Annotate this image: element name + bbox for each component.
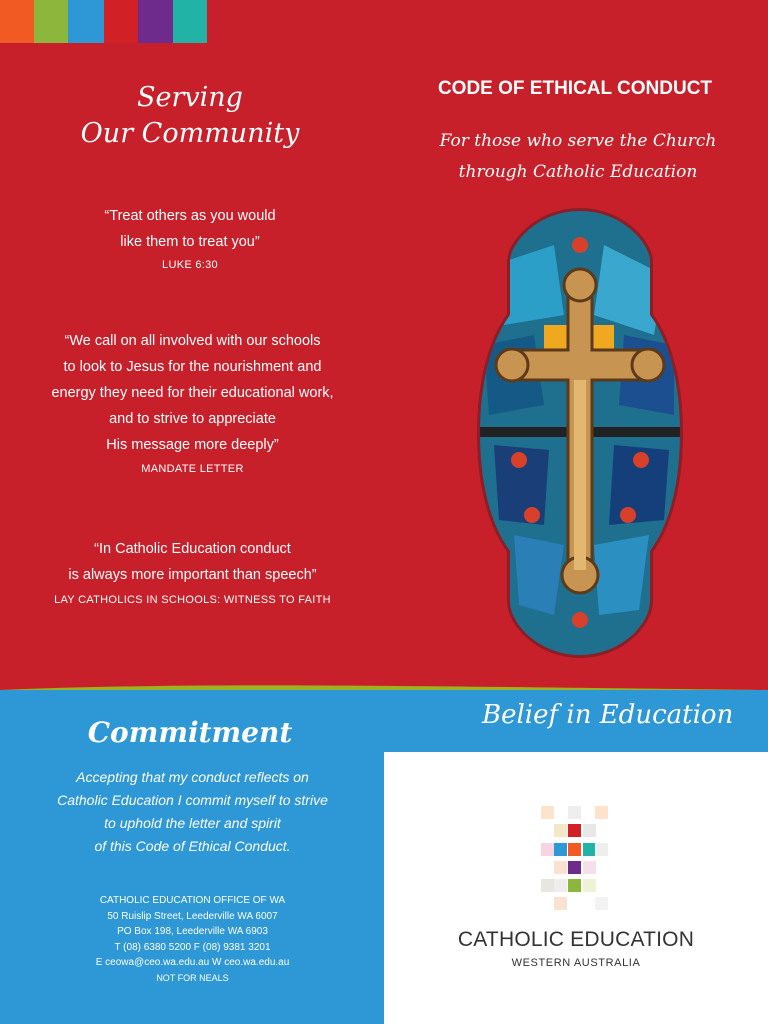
quote-luke	[20, 203, 360, 271]
quote-mandate-line1: “We call on all involved with our schools	[64, 333, 321, 349]
serving-heading	[40, 80, 340, 152]
commitment-text	[20, 766, 365, 858]
quote-mandate-line3: energy they need for their educational work,	[51, 385, 334, 401]
quote-mandate	[20, 328, 365, 475]
commitment-heading: Commitment	[87, 716, 293, 749]
address-line6: NOT FOR NEALS	[156, 972, 229, 983]
document-subtitle	[400, 126, 756, 188]
address-line1: CATHOLIC EDUCATION OFFICE OF WA	[99, 895, 286, 906]
commitment-line4: of this Code of Ethical Conduct.	[94, 838, 291, 854]
logo-name: CATHOLIC EDUCATION	[457, 928, 695, 951]
swatch-orange	[0, 0, 34, 43]
quote-mandate-line2: to look to Jesus for the nourishment and	[63, 359, 322, 375]
cross-mosaic-logo-icon	[539, 806, 611, 912]
quote-lay	[20, 536, 365, 606]
document-subtitle-line2: through Catholic Education	[458, 162, 698, 182]
swatch-teal	[173, 0, 207, 43]
swatch-blue	[68, 0, 104, 43]
address-line2: 50 Ruislip Street, Leederville WA 6007	[107, 910, 278, 922]
address-line4: T (08) 6380 5200 F (08) 9381 3201	[114, 941, 271, 953]
quote-mandate-line4: and to strive to appreciate	[109, 411, 276, 427]
address-line5: E ceowa@ceo.wa.edu.au W ceo.wa.edu.au	[95, 957, 290, 968]
quote-luke-source: LUKE 6:30	[162, 259, 218, 271]
document-subtitle-line1: For those who serve the Church	[439, 131, 717, 151]
quote-lay-line1: “In Catholic Education conduct	[94, 541, 291, 557]
serving-heading-line2: Our Community	[80, 118, 300, 149]
office-address	[20, 893, 365, 986]
swatch-purple	[138, 0, 173, 43]
logo-subtitle: WESTERN AUSTRALIA	[511, 957, 641, 969]
commitment-line3: to uphold the letter and spirit	[104, 815, 281, 831]
quote-lay-source: LAY CATHOLICS IN SCHOOLS: WITNESS TO FAITH	[54, 594, 331, 606]
quote-mandate-line5: His message more deeply”	[106, 437, 279, 453]
address-line3: PO Box 198, Leederville WA 6903	[117, 926, 268, 937]
quote-lay-line2: is always more important than speech”	[68, 567, 317, 583]
swatch-red	[104, 0, 138, 43]
commitment-line2: Catholic Education I commit myself to strive	[57, 792, 328, 808]
commitment-line1: Accepting that my conduct reflects on	[76, 769, 309, 785]
swatch-green	[34, 0, 68, 43]
serving-heading-line1: Serving	[137, 82, 243, 113]
quote-luke-line1: “Treat others as you would	[104, 208, 276, 224]
stained-glass-cross-icon	[474, 205, 686, 661]
quote-mandate-source: MANDATE LETTER	[141, 463, 244, 475]
document-title: CODE OF ETHICAL CONDUCT	[437, 78, 713, 99]
tagline: Belief in Education	[482, 700, 734, 730]
quote-luke-line2: like them to treat you”	[120, 234, 260, 250]
